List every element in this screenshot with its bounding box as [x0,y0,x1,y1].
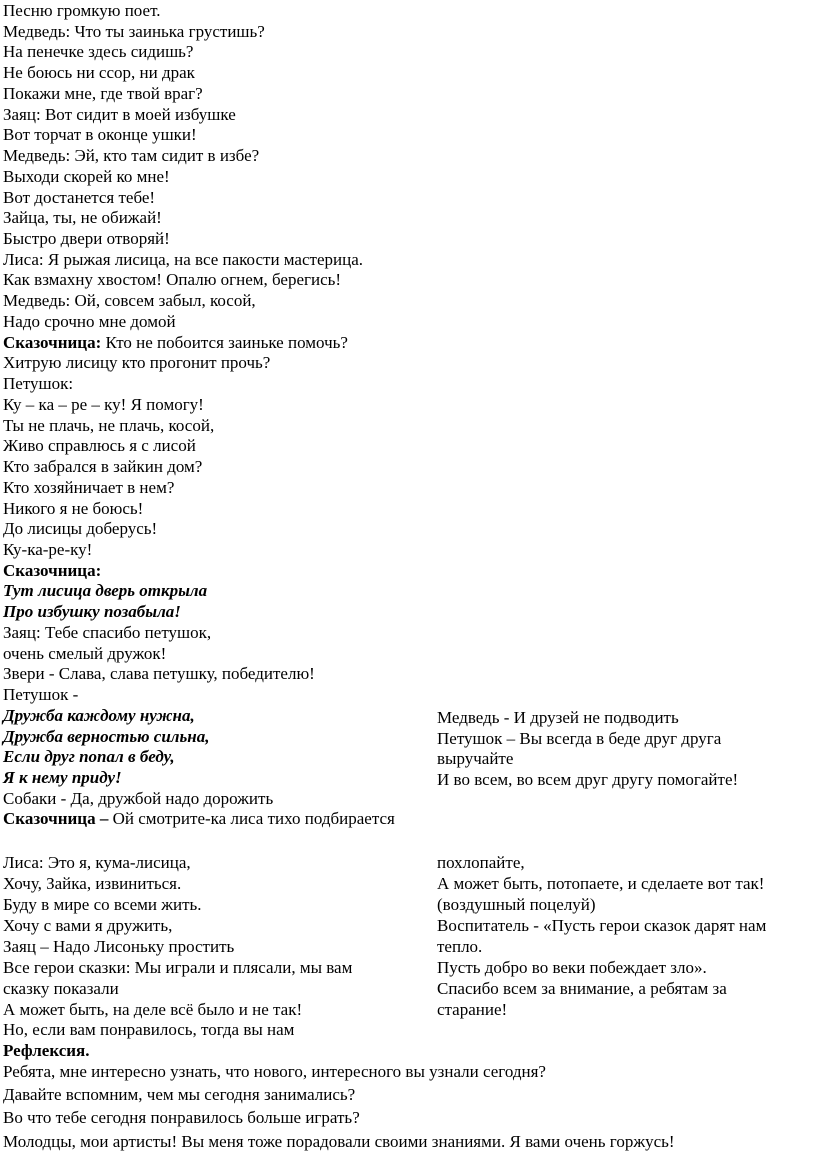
text-run: Ку-ка-ре-ку! [3,540,93,559]
emphasized-text: Сказочница – [3,809,109,828]
text-run: Хитрую лисицу кто прогонит прочь? [3,353,271,372]
text-run: Никого я не боюсь! [3,499,144,518]
text-line [3,249,363,270]
reflection-question: Во что тебе сегодня понравилось больше играть? [3,1108,360,1127]
text-run: Медведь: Эй, кто там сидит в избе? [3,146,260,165]
text-line [3,539,92,560]
text-line: похлопайте, [437,853,525,872]
emphasized-text: Тут лисица дверь открыла [3,581,208,600]
text-line [3,580,207,601]
text-line [3,124,197,145]
emphasized-text: Я к нему приду! [3,768,122,787]
emphasized-text: Сказочница: [3,333,102,352]
text-line [3,518,157,539]
text-line [3,767,122,788]
reflection-question: Молодцы, мои артисты! Вы меня тоже порадовали своими знаниями. Я вами очень горжусь! [3,1132,675,1151]
text-run: Звери - Слава, слава петушку, победителю! [3,664,315,683]
text-line: Лиса: Это я, кума-лисица, [3,853,191,872]
text-run: Ку – ка – ре – ку! Я помогу! [3,395,204,414]
text-line: Хочу, Зайка, извиниться. [3,874,182,893]
text-line: И во всем, во всем друг другу помогайте! [437,769,739,789]
text-run: Медведь: Ой, совсем забыл, косой, [3,291,256,310]
text-line [3,435,196,456]
text-run: Не боюсь ни ссор, ни драк [3,63,195,82]
text-run: Выходи скорей ко мне! [3,167,170,186]
emphasized-text: Дружба каждому нужна, [3,706,195,725]
text-line [3,746,175,767]
text-line [3,726,209,747]
emphasized-text: Про избушку позабыла! [3,602,181,621]
text-line [3,705,195,726]
reflection-heading: Рефлексия. [3,1041,90,1060]
text-run: Живо справлюсь я с лисой [3,436,196,455]
text-line [3,187,155,208]
text-run: очень смелый дружок! [3,644,167,663]
text-run: Заяц: Тебе спасибо петушок, [3,623,212,642]
text-line [3,394,204,415]
text-line: Но, если вам понравилось, тогда вы нам [3,1020,295,1039]
emphasized-text: Если друг попал в беду, [3,747,175,766]
text-line [3,622,211,643]
text-line [3,145,259,166]
text-run: Петушок - [3,685,79,704]
text-line [3,601,181,622]
emphasized-text: Дружба верностью сильна, [3,727,210,746]
text-run: Медведь: Что ты заинька грустишь? [3,22,265,41]
text-line [3,207,162,228]
text-line [3,415,214,436]
text-line [3,498,143,519]
text-line [3,83,203,104]
text-run: Вот торчат в оконце ушки! [3,125,197,144]
text-run: Покажи мне, где твой враг? [3,84,203,103]
text-line: (воздушный поцелуй) [437,895,596,914]
text-line: Петушок – Вы всегда в беде друг друга [437,728,722,748]
text-run: Ты не плачь, не плачь, косой, [3,416,215,435]
text-run: Как взмахну хвостом! Опалю огнем, берегись! [3,270,342,289]
text-line: Заяц – Надо Лисоньку простить [3,937,235,956]
text-line [3,456,202,477]
text-run: До лисицы доберусь! [3,519,158,538]
text-line [3,477,174,498]
text-line [3,104,236,125]
text-run: Ой смотрите-ка лиса тихо подбирается [108,809,395,828]
text-line [3,0,160,21]
text-line [3,684,78,705]
text-line: Буду в мире со всеми жить. [3,895,202,914]
text-line: А может быть, на деле всё было и не так! [3,1000,303,1019]
text-line [3,269,341,290]
text-line [3,21,265,42]
text-line: сказку показали [3,979,119,998]
text-line [3,643,166,664]
emphasized-text: Сказочница: [3,561,102,580]
text-line [3,62,195,83]
text-run: Зайца, ты, не обижай! [3,208,162,227]
text-line [3,166,170,187]
text-line [3,663,315,684]
text-run: Заяц: Вот сидит в моей избушке [3,105,236,124]
text-line [3,373,73,394]
text-run: Быстро двери отворяй! [3,229,170,248]
text-line: Медведь - И друзей не подводить [437,708,679,727]
text-run: На пенечке здесь сидишь? [3,42,194,61]
text-run: Надо срочно мне домой [3,312,176,331]
text-line [3,808,395,829]
text-run: Петушок: [3,374,74,393]
text-line: Пусть добро во веки побеждает зло». [437,958,707,977]
reflection-question: Давайте вспомним, чем мы сегодня занимались? [3,1085,356,1104]
text-run: Кто хозяйничает в нем? [3,478,175,497]
text-line: Все герои сказки: Мы играли и плясали, мы вам [3,958,353,977]
text-line: А может быть, потопаете, и сделаете вот так! [437,874,765,893]
text-run: Кто не побоится заиньке помочь? [101,333,348,352]
text-run: Лиса: Я рыжая лисица, на все пакости мастерица. [3,250,363,269]
text-line [3,290,256,311]
text-line: Спасибо всем за внимание, а ребятам за [437,979,727,998]
text-run: Вот достанется тебе! [3,188,156,207]
text-line [3,228,170,249]
text-line: Воспитатель - «Пусть герои сказок дарят нам [437,916,767,935]
text-run: Кто забрался в зайкин дом? [3,457,203,476]
text-line [3,332,348,353]
text-line [3,788,273,809]
text-line: старание! [437,1000,508,1019]
text-line [3,352,270,373]
text-line [3,41,193,62]
text-run: Собаки - Да, дружбой надо дорожить [3,789,274,808]
reflection-question: Ребята, мне интересно узнать, что нового, интересного вы узнали сегодня? [3,1062,546,1081]
text-line [3,560,101,581]
text-line: тепло. [437,937,483,956]
text-line: выручайте [437,749,514,768]
text-line [3,311,176,332]
text-line: Хочу с вами я дружить, [3,916,173,935]
text-run: Песню громкую поет. [3,1,161,20]
